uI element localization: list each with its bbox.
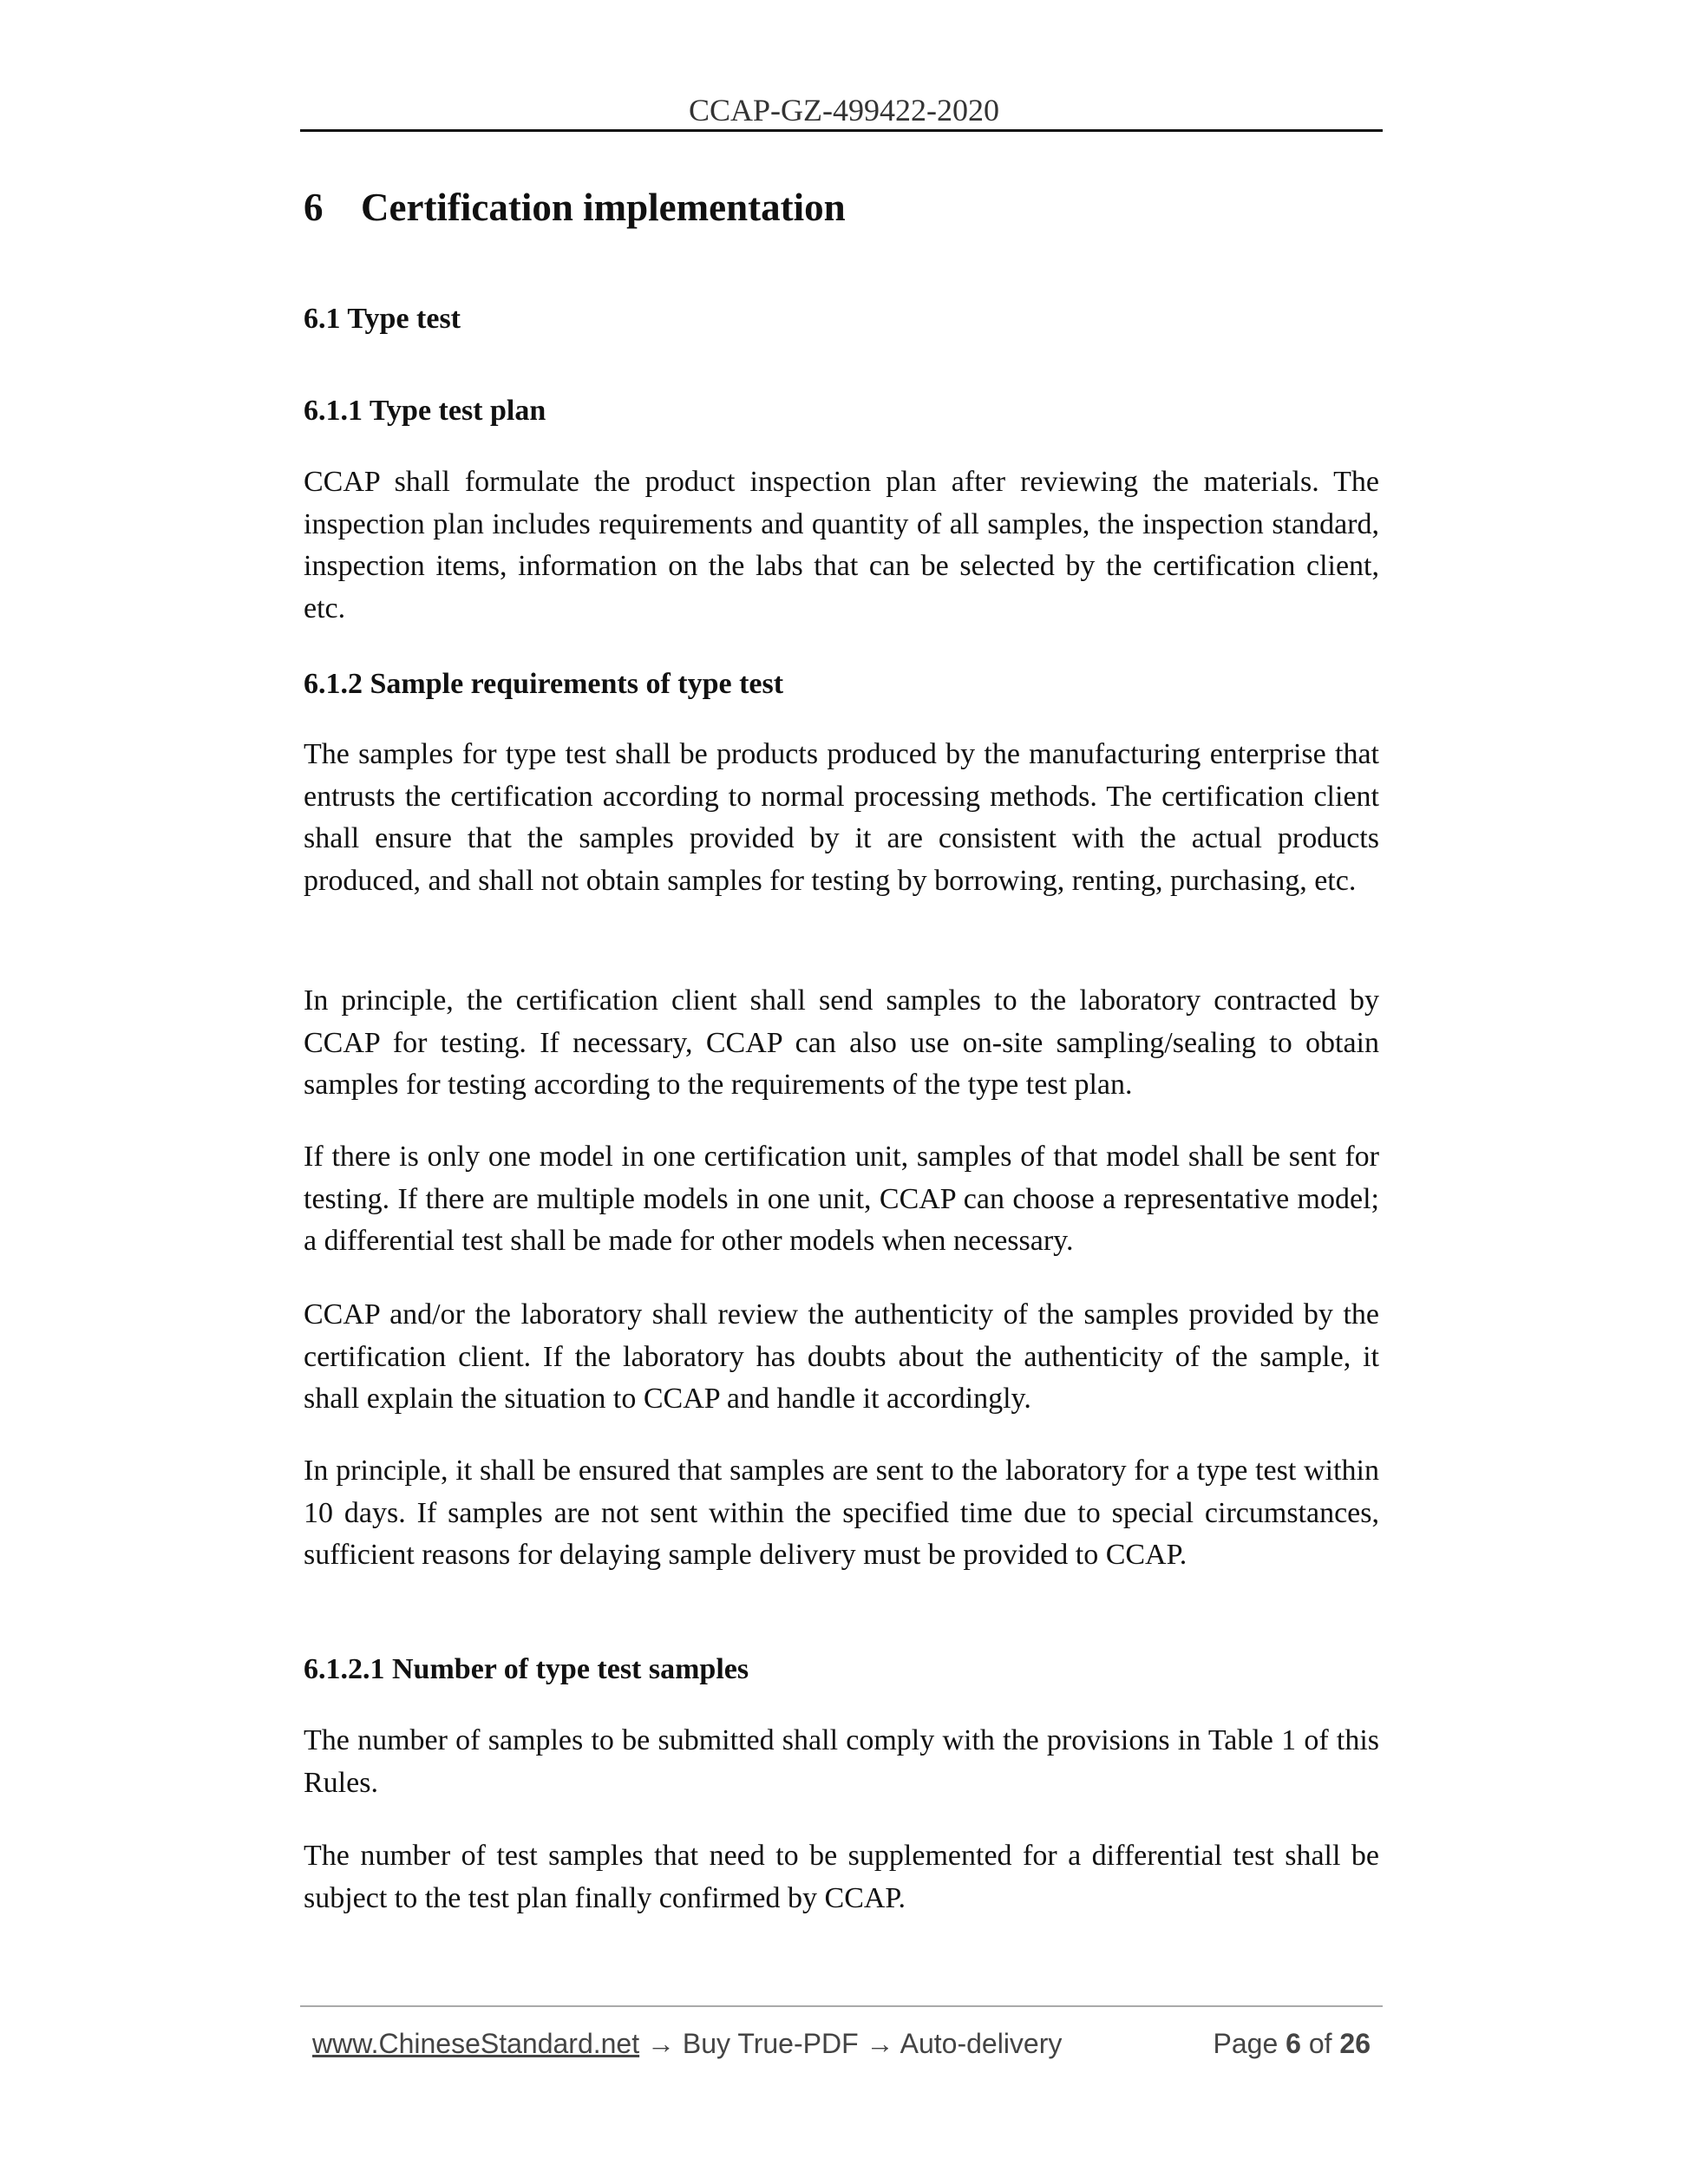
- paragraph-model-selection: If there is only one model in one certification unit, samples of that model shall be sent for testing. If there are multiple models in one unit, CCAP can choose a representative model; a differential test shall be made for other models when necessary.: [304, 1141, 1379, 1257]
- document-header-id: CCAP-GZ-499422-2020: [689, 93, 999, 128]
- chinesestandard-link[interactable]: www.ChineseStandard.net: [312, 2028, 640, 2059]
- section-title-text: Certification implementation: [361, 186, 846, 229]
- page-of-label: of: [1308, 2028, 1332, 2059]
- page-label: Page: [1213, 2028, 1279, 2059]
- paragraph-sample-sending: In principle, the certification client shall send samples to the laboratory contracted by CCAP for testing. If necessary, CCAP can also use on-site sampling/sealing to obtain samples for testing according to the requirements of the type test plan.: [304, 984, 1379, 1101]
- subsection-6-1-2-heading: 6.1.2 Sample requirements of type test: [304, 668, 784, 700]
- page-footer: [312, 2028, 1371, 2066]
- footer-rule: [300, 2005, 1383, 2007]
- subsection-6-1-1-heading: 6.1.1 Type test plan: [304, 395, 546, 427]
- paragraph-delivery-deadline: In principle, it shall be ensured that samples are sent to the laboratory for a type test within 10 days. If samples are not sent within the specified time due to special circumstances, sufficient reasons for delaying sample delivery must be provided to CCAP.: [304, 1455, 1379, 1571]
- page-counter: [1214, 2028, 1371, 2060]
- footer-promo: [312, 2028, 1062, 2060]
- paragraph-authenticity-review: CCAP and/or the laboratory shall review the authenticity of the samples provided by the certification client. If the laboratory has doubts about the authenticity of the sample, it shall explain the situation to CCAP and handle it accordingly.: [304, 1298, 1379, 1415]
- paragraph-type-test-plan: CCAP shall formulate the product inspection plan after reviewing the materials. The inspection plan includes requirements and quantity of all samples, the inspection standard, inspection items, information on the labs that can be selected by the certification client, etc.: [304, 466, 1379, 624]
- paragraph-sample-production: The samples for type test shall be products produced by the manufacturing enterprise that entrusts the certification according to normal processing methods. The certification client shall ensure that the samples provided by it are consistent with the actual products produced, and shall not obtain samples for testing by borrowing, renting, purchasing, etc.: [304, 738, 1379, 897]
- section-number: 6: [304, 186, 324, 229]
- subsection-6-1-heading: 6.1 Type test: [304, 303, 461, 335]
- subsection-6-1-2-1-heading: 6.1.2.1 Number of type test samples: [304, 1653, 749, 1685]
- page-current: 6: [1286, 2028, 1301, 2059]
- paragraph-differential-samples: The number of test samples that need to be supplemented for a differential test shall be subject to the test plan finally confirmed by CCAP.: [304, 1840, 1379, 1914]
- header-rule: [300, 129, 1383, 132]
- paragraph-sample-number: The number of samples to be submitted shall comply with the provisions in Table 1 of this Rules.: [304, 1724, 1379, 1799]
- footer-promo-text: → Buy True-PDF → Auto-delivery: [639, 2028, 1063, 2059]
- page-total: 26: [1339, 2028, 1371, 2059]
- section-title: [304, 185, 846, 230]
